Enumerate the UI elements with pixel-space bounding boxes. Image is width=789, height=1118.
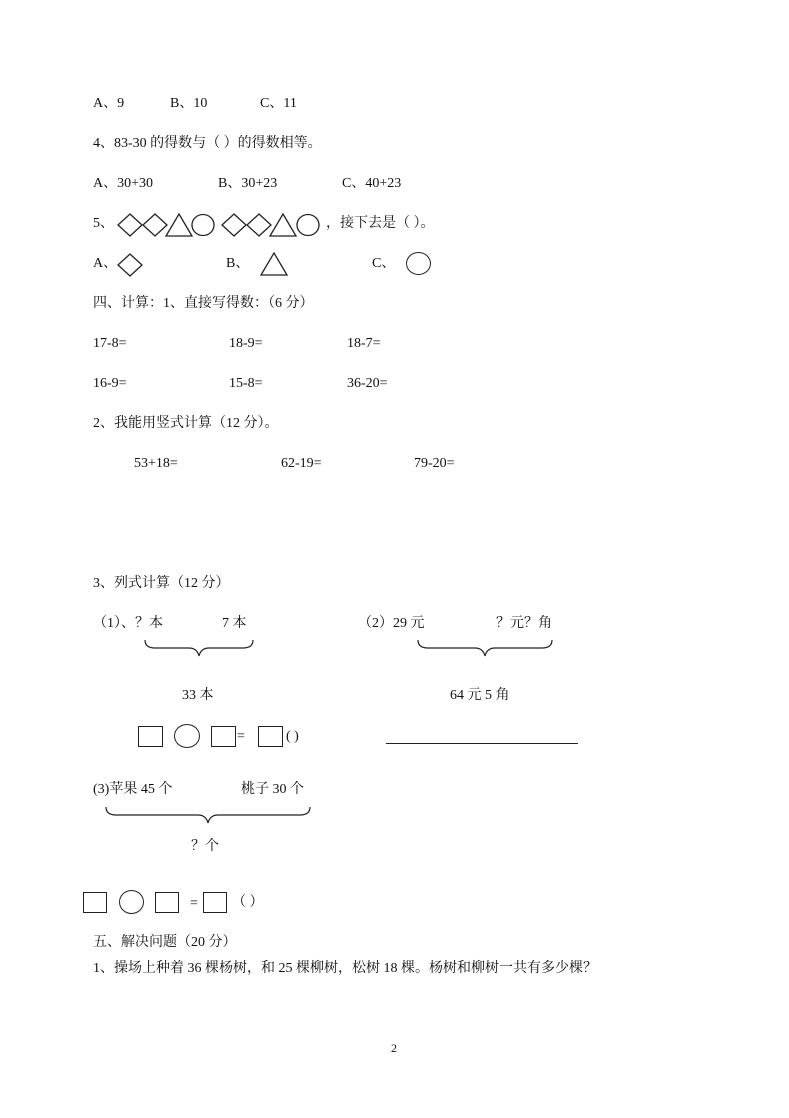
operator-circle[interactable] (119, 890, 144, 914)
p3-left-label: (3)苹果 45 个 (93, 782, 173, 797)
answer-box[interactable] (258, 726, 283, 747)
diamond-shape (247, 214, 271, 236)
oral-item: 16-9= (93, 376, 127, 391)
q3-option-c: C、11 (260, 96, 297, 111)
q4-option-c: C、40+23 (342, 176, 402, 191)
oral-item: 18-7= (347, 336, 381, 351)
unit-paren: ( ) (286, 729, 299, 744)
answer-line[interactable] (386, 743, 578, 744)
vertical-calc-item: 62-19= (281, 456, 322, 471)
section4-title: 四、计算：1、直接写得数：（6 分） (93, 296, 314, 311)
p3-total-label: ？个 (191, 839, 219, 854)
answer-box[interactable] (203, 892, 227, 913)
q4-option-a: A、30+30 (93, 176, 154, 191)
q5-option-b-label: B、 (226, 256, 250, 271)
diamond-shape (222, 214, 246, 236)
unit-paren: （ ） (232, 895, 264, 910)
oral-item: 18-9= (229, 336, 263, 351)
circle-shape (297, 215, 319, 236)
p1-left-label: （1）、？本 (93, 616, 163, 631)
p1-brace (143, 638, 255, 660)
q5-shape-pattern (118, 212, 328, 238)
q5-option-c-circle (406, 252, 431, 275)
q3-option-a: A、9 (93, 96, 125, 111)
section5-title: 五、解决问题（20 分） (93, 935, 237, 950)
p2-total-label: 64 元 5 角 (450, 688, 510, 703)
triangle-shape (166, 214, 192, 236)
operator-circle[interactable] (174, 724, 200, 748)
q5-option-a-diamond (118, 252, 144, 278)
oral-item: 17-8= (93, 336, 127, 351)
p1-right-label: 7 本 (222, 616, 247, 631)
oral-item: 36-20= (347, 376, 388, 391)
p3-right-label: 桃子 30 个 (241, 782, 304, 797)
vertical-calc-title: 2、我能用竖式计算（12 分）。 (93, 416, 279, 431)
q5-option-b-triangle (261, 251, 289, 277)
answer-box[interactable] (155, 892, 179, 913)
answer-box[interactable] (83, 892, 107, 913)
triangle-shape (270, 214, 296, 236)
q4-stem: 4、83-30 的得数与（ ）的得数相等。 (93, 136, 322, 151)
answer-box[interactable] (138, 726, 163, 747)
equation-title: 3、列式计算（12 分） (93, 576, 230, 591)
circle-shape (192, 215, 214, 236)
q5-prefix: 5、 (93, 216, 114, 231)
diamond-shape (118, 214, 142, 236)
q3-option-b: B、10 (170, 96, 208, 111)
vertical-calc-item: 53+18= (134, 456, 178, 471)
diamond-shape (143, 214, 167, 236)
page-number: 2 (391, 1041, 397, 1055)
equals-sign: = (190, 896, 198, 911)
vertical-calc-item: 79-20= (414, 456, 455, 471)
p2-right-label: ？元？角 (496, 616, 552, 631)
p2-left-label: （2）29 元 (358, 616, 425, 631)
q5-option-a-label: A、 (93, 256, 118, 271)
section5-question-1: 1、操场上种着 36 棵杨树，和 25 棵柳树，松树 18 棵。杨树和柳树一共有多少棵？ (93, 961, 597, 976)
q5-suffix: ，接下去是（ ）。 (326, 216, 435, 231)
q4-option-b: B、30+23 (218, 176, 278, 191)
oral-item: 15-8= (229, 376, 263, 391)
p3-brace (104, 805, 312, 827)
answer-box[interactable] (211, 726, 236, 747)
p2-brace (416, 638, 554, 660)
equals-sign: = (237, 729, 245, 744)
p1-total-label: 33 本 (182, 688, 214, 703)
q5-option-c-label: C、 (372, 256, 396, 271)
